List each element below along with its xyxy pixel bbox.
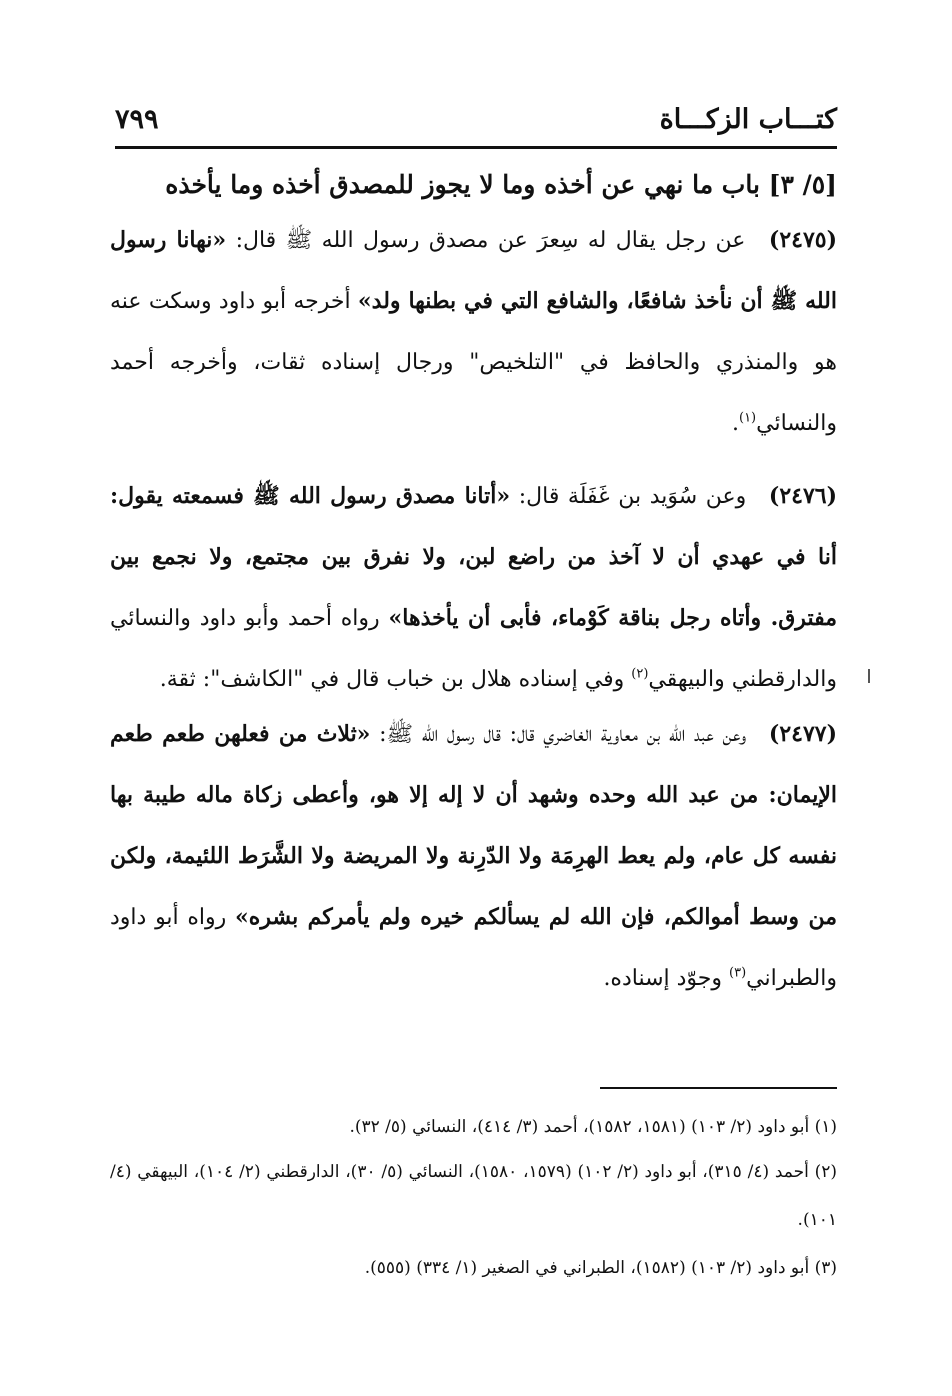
footnote-2: (٢) أحمد (٤/ ٣١٥)، أبو داود (٢/ ١٠٢) (١٥٧٩، ١٥٨٠)، النسائي (٥/ ٣٠)، الدارقطني (٢/ ١٠٤)، البيهقي (٤/ ١٠١). [110, 1162, 837, 1230]
hadith-number: (٢٤٧٧) [768, 721, 837, 747]
page-number: ٧٩٩ [115, 104, 159, 135]
hadith-intro: وعن عبد الله بن معاوية الغاضري قال: قال رسول الله ﷺ: [379, 722, 747, 747]
footnote-ref: (٣) [729, 965, 747, 981]
hadith-entry-2477 [110, 704, 837, 1009]
hadith-entry-2476 [110, 466, 837, 710]
hadith-number: (٢٤٧٥) [768, 227, 838, 253]
margin-mark [868, 669, 870, 683]
footnote-3: (٣) أبو داود (٢/ ١٠٣) (١٥٨٢)، الطبراني في الصغير (١/ ٣٣٤) (٥٥٥). [364, 1258, 837, 1278]
hadith-quote: «أتانا مصدق رسول الله ﷺ فسمعته يقول: أنا في عهدي أن لا آخذ من راضع لبن، ولا نفرق بين مجتمع، ولا نجمع بين مفترق. وأتاه رجل بناقة كَوْماء، فأبى أن يأخذها» [110, 483, 837, 631]
footnote-ref: (٢) [631, 666, 649, 682]
footnote-ref: (١) [738, 410, 757, 426]
hadith-intro: عن رجل يقال له سِعرَ عن مصدق رسول الله ﷺ قال: [235, 228, 746, 253]
hadith-source: رواه أحمد وأبو داود والنسائي والدارقطني والبيهقي [110, 606, 837, 692]
hadith-entry-2475 [110, 210, 837, 454]
footnote-1: (١) أبو داود (٢/ ١٠٣) (١٥٨١، ١٥٨٢)، أحمد (٣/ ٤١٤)، النسائي (٥/ ٣٢). [349, 1117, 837, 1137]
hadith-end: . [731, 411, 739, 436]
running-header [115, 104, 837, 144]
hadith-quote: «ثلاث من فعلهن طعم طعم الإيمان: من عبد الله وحده وشهد أن لا إله إلا هو، وأعطى زكاة ماله طيبة بها نفسه كل عام، ولم يعط الهرِمَة ولا الدّرِنة ولا المريضة ولا الشَّرَط اللئيمة، ولكن من وسط أموالكم، فإن الله لم يسألكم خيره ولم يأمركم بشره» [110, 721, 837, 930]
hadith-source: أخرجه أبو داود وسكت عنه هو والمنذري والحافظ في "التلخيص" ورجال إسناده ثقات، وأخرجه أحمد والنسائي [110, 289, 837, 436]
hadith-source: رواه أبو داود والطبراني [110, 905, 837, 991]
chapter-heading: [٥/ ٣] باب ما نهي عن أخذه وما لا يجوز للمصدق أخذه وما يأخذه [165, 170, 837, 199]
book-title: كتـــاب الزكـــاة [659, 104, 837, 135]
hadith-quote: «نهانا رسول الله ﷺ أن نأخذ شافعًا، والشافع التي في بطنها ولد» [110, 227, 837, 314]
hadith-end: وجوّد إسناده. [603, 966, 730, 991]
footnote-separator [600, 1087, 837, 1089]
hadith-number: (٢٤٧٦) [768, 483, 838, 509]
hadith-end: وفي إسناده هلال بن خباب قال في "الكاشف": ثقة. [159, 667, 632, 692]
hadith-intro: وعن سُوَيد بن غَفَلَة قال: [518, 484, 747, 509]
header-rule [115, 146, 837, 149]
